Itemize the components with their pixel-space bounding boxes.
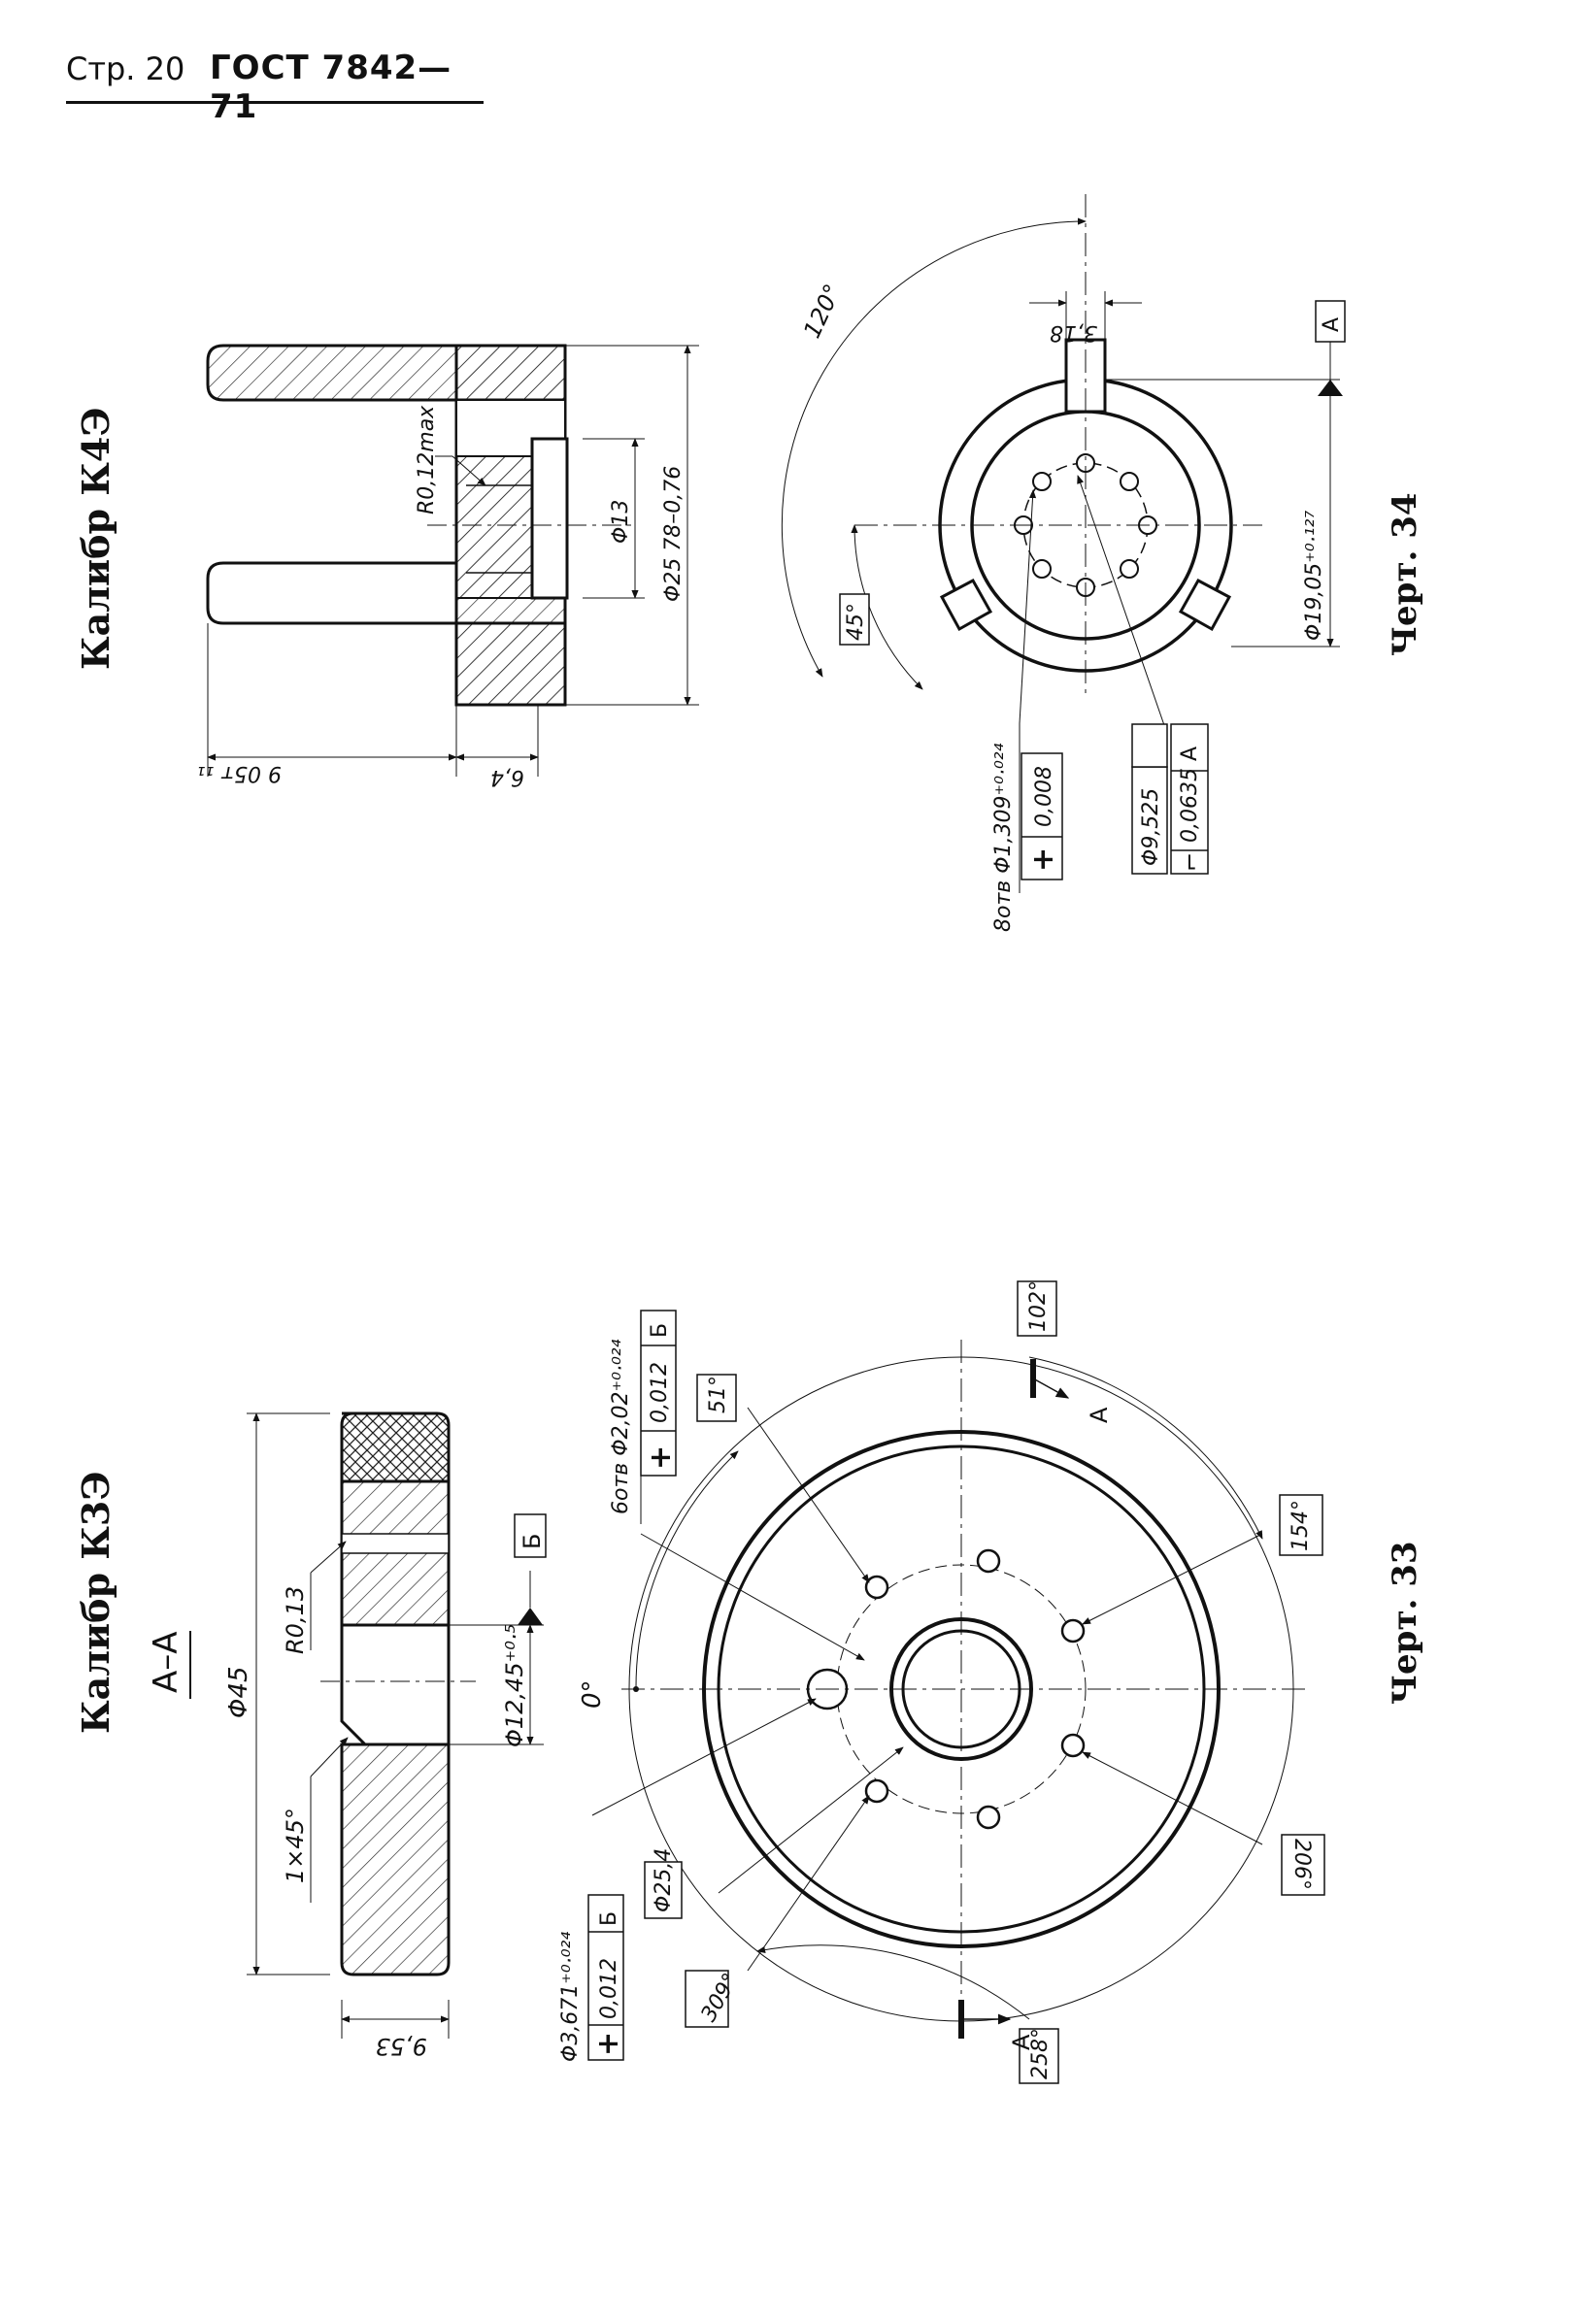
k3e-angle-51: 51°	[706, 1376, 730, 1413]
k3e-dim-chamfer: 1×45°	[282, 1808, 309, 1883]
k4e-dim-rmax: R0,12max	[415, 405, 439, 515]
k3e-angle-258: 258°	[1028, 2028, 1053, 2079]
k3e-holes6-datum: Б	[648, 1322, 672, 1338]
k3e-pcd: Φ25,4	[652, 1847, 676, 1912]
k3e-dim-r013: R0,13	[282, 1585, 309, 1654]
k3e-hole-big-spec: Φ3,671⁺⁰·⁰²⁴	[558, 1931, 583, 2062]
k3e-angle-0: 0°	[578, 1679, 607, 1709]
k3e-hole-big-tol: 0,012	[597, 1958, 621, 2019]
k4e-dim-len-small: 6,4	[490, 765, 524, 789]
k4e-front-view	[782, 194, 1345, 728]
k3e-holes6-sym: +	[644, 1444, 678, 1470]
k4e-holes-tol-sym: +	[1026, 847, 1060, 872]
page-number: Стр. 20	[66, 50, 185, 87]
k3e-angle-309: 309°	[696, 1969, 744, 2026]
k3e-angle-154: 154°	[1289, 1500, 1313, 1551]
k3e-angle-102: 102°	[1026, 1280, 1051, 1332]
k3e-hole-big-datum: Б	[597, 1910, 621, 1926]
k3e-dim-thick: 9,53	[375, 2033, 427, 2060]
k3e-angle-206: 206°	[1289, 1839, 1314, 1890]
k4e-dim-outer-d: Φ19,05⁺⁰·¹²⁷	[1302, 510, 1326, 641]
k3e-sec-a-top: А	[1086, 1407, 1113, 1423]
k4e-angle-45: 45°	[844, 603, 868, 641]
k3e-hole-big-sym: +	[591, 2031, 625, 2056]
k4e-dim-d25: Φ25 78–0,76	[661, 465, 686, 602]
k4e-dim-slot: 3,18	[1050, 320, 1097, 345]
k3e-section-label: А–А	[147, 1631, 185, 1693]
k3e-front-view	[592, 1281, 1324, 2083]
k4e-caption: Черт. 34	[1386, 492, 1424, 656]
k3e-holes6-spec: 6отв Φ2,02⁺⁰·⁰²⁴	[609, 1339, 633, 1514]
k4e-pcd: Φ9,525	[1139, 787, 1163, 866]
k4e-runout-tol: 0,0635	[1178, 768, 1202, 843]
k4e-holes-tol: 0,008	[1032, 766, 1056, 827]
k4e-dim-d13: Φ13	[609, 499, 633, 544]
k3e-dim-d45: Φ45	[224, 1666, 253, 1718]
k3e-datum-b: Б	[519, 1533, 546, 1549]
k4e-runout-datum: А	[1178, 746, 1202, 761]
k4e-holes-spec: 8отв Φ1,309⁺⁰·⁰²⁴	[991, 743, 1016, 932]
k4e-side-view	[208, 346, 699, 777]
k3e-dim-bore: Φ12,45⁺⁰·⁵	[501, 1623, 528, 1747]
k3e-title: Калибр К3Э	[74, 1471, 117, 1734]
k4e-title-group	[74, 407, 117, 670]
k3e-sec-a-bottom: А	[1008, 2034, 1035, 2050]
k4e-runout-sym: ⌐	[1177, 851, 1204, 872]
k4e-title: Калибр К4Э	[74, 407, 117, 670]
k3e-caption: Черт. 33	[1386, 1541, 1424, 1705]
standard-code: ГОСТ 7842—71	[210, 49, 452, 126]
k4e-datum-a: А	[1320, 316, 1344, 332]
k4e-dim-len-left: 9 05т ₁₁	[197, 761, 282, 785]
k3e-holes6-tol: 0,012	[648, 1362, 672, 1423]
k4e-angle-120: 120°	[798, 280, 847, 343]
